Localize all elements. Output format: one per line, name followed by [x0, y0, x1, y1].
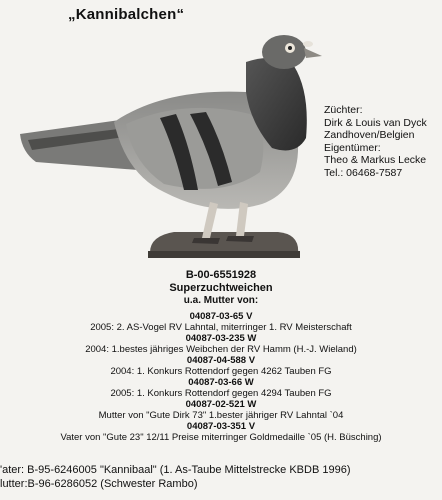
breeder-name: Dirk & Louis van Dyck	[324, 116, 427, 129]
owner-phone: Tel.: 06468-7587	[324, 166, 403, 179]
offspring-ring: 04087-03-65 V	[189, 311, 253, 322]
mother-line: lutter:B-96-6286052 (Schwester Rambo)	[0, 477, 198, 490]
ring-number: B-00-6551928	[185, 269, 257, 281]
offspring-list	[0, 311, 442, 443]
parents-info	[0, 464, 351, 491]
offspring-result: 2004: 1. Konkurs Rottendorf gegen 4262 Tauben FG	[110, 366, 332, 377]
pigeon-name-title: „Kannibalchen“	[68, 6, 185, 23]
offspring-ring: 04087-03-351 V	[186, 421, 256, 432]
breeder-owner-info	[324, 104, 427, 179]
owner-name: Theo & Markus Lecke	[324, 154, 427, 166]
subheading: u.a. Mutter von:	[183, 295, 259, 306]
offspring-result: 2005: 2. AS-Vogel RV Lahntal, miterringer 1. RV Meisterschaft	[90, 322, 352, 333]
offspring-ring: 04087-02-521 W	[185, 399, 257, 410]
offspring-ring: 04087-03-66 W	[188, 377, 254, 388]
owner-label: Eigentümer:	[324, 141, 381, 154]
offspring-result: 2005: 1. Konkurs Rottendorf gegen 4294 Tauben FG	[110, 388, 332, 399]
heading: Superzuchtweichen	[169, 282, 273, 294]
pigeon-photo	[14, 22, 344, 264]
offspring-result: Mutter von "Gute Dirk 73" 1.bester jähriger RV Lahntal `04	[98, 410, 344, 421]
breeder-location: Zandhoven/Belgien	[324, 129, 415, 141]
offspring-result: 2004: 1.bestes jähriges Weibchen der RV Hamm (H.-J. Wieland)	[85, 344, 357, 355]
offspring-ring: 04087-04-588 V	[186, 355, 256, 366]
breeder-label: Züchter:	[324, 104, 363, 116]
offspring-ring: 04087-03-235 W	[185, 333, 257, 344]
offspring-result: Vater von "Gute 23" 12/11 Preise miterringer Goldmedaille `05 (H. Büsching)	[60, 432, 382, 443]
father-line: 'ater: B-95-6246005 "Kannibaal" (1. As-Taube Mittelstrecke KBDB 1996)	[0, 464, 351, 476]
